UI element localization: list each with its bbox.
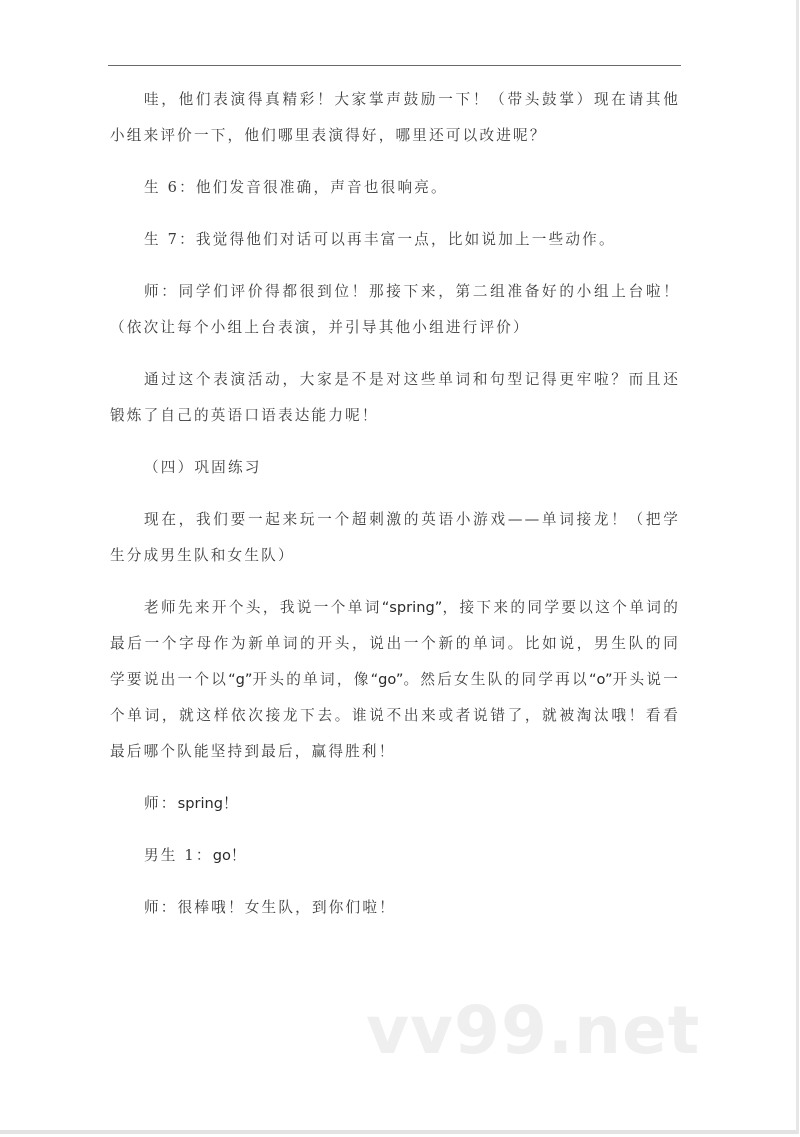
dialogue-teacher-girls-turn: 师：很棒哦！女生队，到你们啦！	[144, 899, 396, 916]
header-rule	[108, 65, 681, 66]
paragraph-activity-summary: 通过这个表演活动，大家是不是对这些单词和句型记得更牢啦？而且还锻炼了自己的英语口语表达能力呢！	[110, 371, 680, 424]
example-word-spring: “spring”	[381, 599, 443, 616]
paragraph-word-chain-intro: 现在，我们要一起来玩一个超刺激的英语小游戏——单词接龙！（把学生分成男生队和女生队）	[110, 511, 680, 564]
paragraph-teacher-evaluation: 师：同学们评价得都很到位！那接下来，第二组准备好的小组上台啦！（依次让每个小组上台表演，并引导其他小组进行评价）	[110, 283, 680, 336]
rules-text: 开头的单词，像	[252, 671, 371, 688]
section-heading-consolidation: （四）巩固练习	[144, 459, 262, 476]
rules-text: 。然后女生队的同学再以	[403, 671, 589, 688]
rules-text: 老师先来开个头，我说一个单词	[144, 599, 382, 616]
speech-text: go！	[212, 847, 246, 864]
speaker-label: 师：	[144, 795, 178, 812]
paragraph-performance-praise: 哇，他们表演得真精彩！大家掌声鼓励一下！（带头鼓掌）现在请其他小组来评价一下，他们哪里表演得好，哪里还可以改进呢？	[110, 91, 680, 144]
speaker-label: 男生 1：	[144, 847, 213, 864]
example-letter-o: “o”	[589, 671, 613, 688]
dialogue-boy-1-go	[110, 838, 680, 874]
paragraph-word-chain-rules	[110, 590, 680, 770]
watermark: vv99.net	[366, 992, 701, 1069]
example-letter-g: “g”	[228, 671, 253, 688]
speech-text: spring！	[177, 795, 238, 812]
dialogue-teacher-spring	[110, 786, 680, 822]
example-word-go: “go”	[370, 671, 404, 688]
rules-text: 开头说一个单词，就这样依次接龙下去。谁说不出来或者说错了，就被淘汰哦！看看最后哪个队能坚持到最后，赢得胜利！	[110, 671, 680, 760]
paragraph-student-7: 生 7：我觉得他们对话可以再丰富一点，比如说加上一些动作。	[144, 231, 616, 248]
document-body	[110, 82, 680, 926]
rules-text: ，接下来的同学要以这个单词的最后一个字母作为新单词的开头，说出一个新的单词。比如说，男生队的同学要说出一个以	[110, 599, 680, 688]
paragraph-student-6: 生 6：他们发音很准确，声音也很响亮。	[144, 179, 448, 196]
